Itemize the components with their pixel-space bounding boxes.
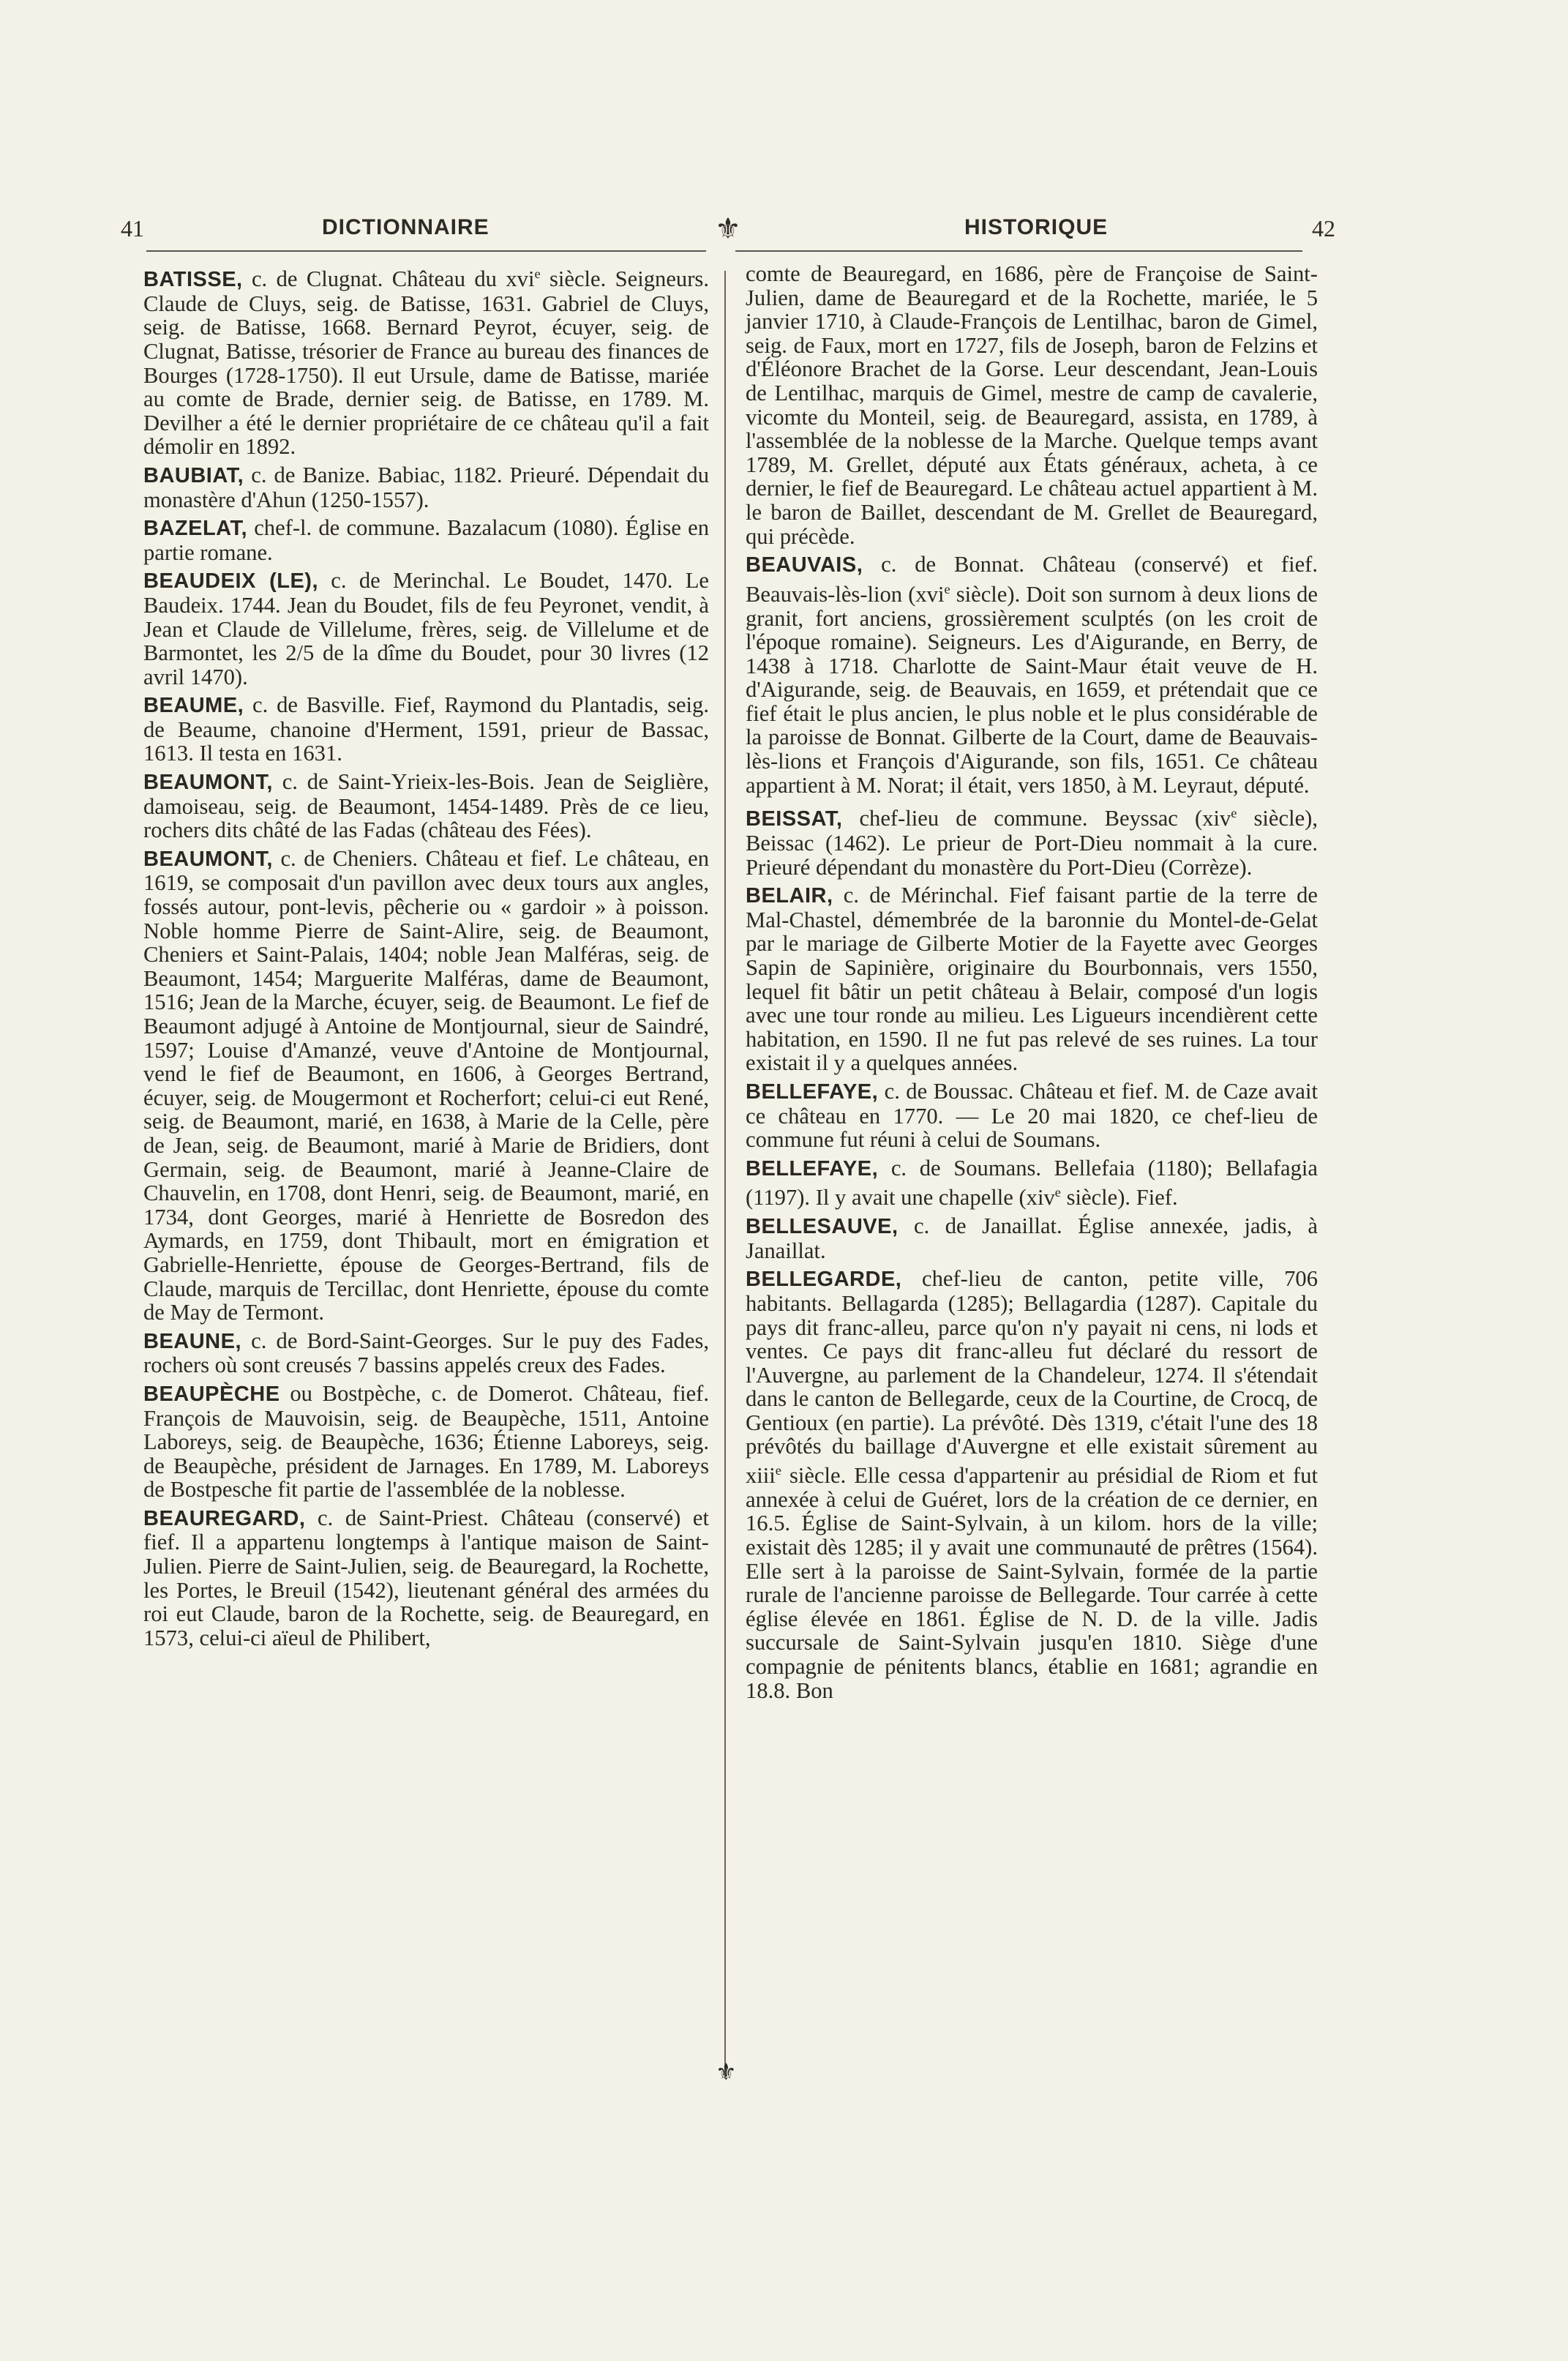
dictionary-entry xyxy=(746,883,1318,1075)
dictionary-entry xyxy=(746,1267,1318,1702)
dictionary-entry xyxy=(143,463,709,512)
dictionary-entry xyxy=(143,516,709,564)
right-column xyxy=(746,262,1318,1707)
entry-headword: BELLEGARDE, xyxy=(746,1268,902,1292)
header-rule-right xyxy=(735,250,1302,252)
dictionary-entry xyxy=(143,262,709,459)
entry-text: c. de Clugnat. Château du xvi xyxy=(242,266,535,292)
dictionary-entry xyxy=(143,1506,709,1650)
entry-text: c. de Cheniers. Château et fief. Le château, en 1619, se composait d'un pavillon avec deux tours aux angles, fossés autour, pont-levis, pêcherie ou « gardoir » à poisson. Noble homme Pierre de Saint-Alire, seig. de Beaumont, Cheniers et Saint-Palais, 1404; noble Jean Malféras, seig. de Beaumont, 1454; Marguerite Malféras, dame de Beaumont, 1516; Jean de la Marche, écuyer, seig. de Beaumont. Le fief de Beaumont adjugé à Antoine de Montjournal, sieur de Saindré, 1597; Louise d'Amanzé, veuve d'Antoine de Montjournal, vend le fief de Beaumont, en 1606, à Georges Bertrand, écuyer, seig. de Mougermont et Rocherfort; celui-ci eut René, seig. de Beaumont, marié, en 1638, à Marie de la Celle, père de Jean, seig. de Beaumont, marié à Marie de Bridiers, dont Germain, seig. de Beaumont, marié à Jeanne-Claire de Chauvelin, en 1708, dont Henri, seig. de Beaumont, marié, en 1734, dont Georges, marié à Henriette de Bosredon des Aymards, en 1759, dont Thibault, mort en émigration et Gabrielle-Henriette, épouse de Georges-Bertrand, fils de Claude, marquis de Tercillac, dont Henriette, épouse du comte de May de Termont. xyxy=(143,845,709,1325)
entry-headword: BELLEFAYE, xyxy=(746,1080,879,1104)
entry-superscript: e xyxy=(1231,806,1237,821)
entry-text: comte de Beauregard, en 1686, père de Françoise de Saint-Julien, dame de Beauregard et de la Rochette, mariée, le 5 janvier 1710, à Claude-François de Lentilhac, baron de Gimel, seig. de Faux, mort en 1727, fils de Joseph, baron de Felzins et d'Éléonore Brachet de la Gorse. Leur descendant, Jean-Louis de Lentilhac, marquis de Gimel, mestre de camp de cavalerie, vicomte du Monteil, seig. de Beauregard, assista, en 1789, à l'assemblée de la noblesse de la Marche. Quelque temps avant 1789, M. Grellet, député aux États généraux, acheta, à ce dernier, le fief de Beauregard. Le château actuel appartient à M. le baron de Baillet, descendant de M. Grellet de Beauregard, qui précède. xyxy=(746,261,1318,549)
entry-text: c. de Merinchal. Le Boudet, 1470. Le Baudeix. 1744. Jean du Boudet, fils de feu Peyronet, vendit, à Jean et Claude de Villelume, frères, seig. de Villelume et de Barmontet, les 2/5 de la dîme du Boudet, pour 30 livres (12 avril 1470). xyxy=(143,568,709,689)
entry-headword: BEAUMONT, xyxy=(143,771,273,795)
entry-text: chef-l. de commune. Bazalacum (1080). Église en partie romane. xyxy=(143,515,709,565)
entry-headword: BEAUREGARD, xyxy=(143,1506,306,1530)
dictionary-entry xyxy=(143,770,709,842)
fleur-de-lis-icon: ⚜ xyxy=(716,2059,737,2085)
left-page-number: 41 xyxy=(121,215,144,242)
header-rule-left xyxy=(146,250,706,252)
dictionary-entry xyxy=(746,553,1318,797)
entry-headword: BEISSAT, xyxy=(746,807,843,831)
entry-superscript: e xyxy=(534,266,541,281)
entry-text: c. de Janaillat. Église annexée, jadis, à Janaillat. xyxy=(746,1213,1318,1263)
entry-text: c. de Bonnat. Château (conservé) et fief. Beauvais-lès-lion (xvi xyxy=(746,552,1318,607)
entry-headword: BELLESAUVE, xyxy=(746,1215,899,1239)
dictionary-entry xyxy=(746,1080,1318,1152)
entry-text: c. de Boussac. Château et fief. M. de Caze avait ce château en 1770. — Le 20 mai 1820, ce chef-lieu de commune fut réuni à celui de Soumans. xyxy=(746,1078,1318,1153)
dictionary-entry xyxy=(143,693,709,766)
entry-text: c. de Soumans. Bellefaia (1180); Bellafagia (1197). Il y avait une chapelle (xiv xyxy=(746,1155,1318,1211)
left-column xyxy=(143,262,709,1654)
entry-headword: BELLEFAYE, xyxy=(746,1156,879,1180)
entry-superscript: e xyxy=(944,581,950,596)
entry-text: c. de Basville. Fief, Raymond du Plantadis, seig. de Beaume, chanoine d'Herment, 1591, prieur de Bassac, 1613. Il testa en 1631. xyxy=(143,692,709,766)
dictionary-entry xyxy=(143,847,709,1325)
dictionary-entry xyxy=(143,569,709,689)
dictionary-entry xyxy=(746,262,1318,548)
running-title-left: DICTIONNAIRE xyxy=(322,215,489,239)
entry-text: chef-lieu de commune. Beyssac (xiv xyxy=(842,806,1231,831)
dictionary-entry xyxy=(143,1329,709,1377)
dictionary-entry xyxy=(746,801,1318,879)
entry-text: c. de Saint-Priest. Château (conservé) et fief. Il a appartenu longtemps à l'antique maison de Saint-Julien. Pierre de Saint-Julien, seig. de Beauregard, la Rochette, les Portes, le Breuil (1542), lieutenant général des armées du roi eut Claude, baron de la Rochette, seig. de Beauregard, en 1573, celui-ci aïeul de Philibert, xyxy=(143,1505,709,1650)
entry-text-continued: siècle. Seigneurs. Claude de Cluys, seig. de Batisse, 1631. Gabriel de Cluys, seig. de Batisse, 1668. Bernard Peyrot, écuyer, seig. de Clugnat, Batisse, trésorier de France au bureau des finances de Bourges (1728-1750). Il eut Ursule, dame de Batisse, mariée au comte de Brade, dernier seig. de Batisse, en 1789. M. Devilher a été le dernier propriétaire de ce château qu'il a fait démolir en 1892. xyxy=(143,266,709,460)
dictionary-entry xyxy=(143,1382,709,1502)
entry-headword: BEAUMONT, xyxy=(143,847,273,871)
dictionary-entry xyxy=(746,1156,1318,1210)
fleur-de-lis-icon: ⚜ xyxy=(715,213,741,245)
entry-text: chef-lieu de canton, petite ville, 706 habitants. Bellagarda (1285); Bellagardia (1287). Capitale du pays dit franc-alleu, parce qu'on n'y payait ni cens, ni lods et ventes. Ce pays dit franc-alleu fut déclaré du ressort de l'Auvergne, au parlement de la Chandeleur, 1274. Il s'étendait dans le canton de Bellegarde, ceux de la Courtine, de Crocq, de Gentioux (en partie). La prévôté. Dès 1319, c'était l'une des 18 prévôtés du baillage d'Auvergne et elle existait sûrement au xiii xyxy=(746,1266,1318,1489)
right-page-number: 42 xyxy=(1312,215,1335,242)
entry-text: c. de Banize. Babiac, 1182. Prieuré. Dépendait du monastère d'Ahun (1250-1557). xyxy=(143,462,709,512)
entry-superscript: e xyxy=(775,1463,781,1478)
entry-text-continued: siècle), Beissac (1462). Le prieur de Port-Dieu nommait à la cure. Prieuré dépendant du monastère du Port-Dieu (Corrèze). xyxy=(746,806,1318,880)
entry-text: ou Bostpèche, c. de Domerot. Château, fief. François de Mauvoisin, seig. de Beaupèche, 1511, Antoine Laboreys, seig. de Beaupèche, 1636; Étienne Laboreys, seig. de Beaupèche, président de Jarnages. En 1789, M. Laboreys de Bostpesche fit partie de l'assemblée de la noblesse. xyxy=(143,1380,709,1503)
entry-text: c. de Mérinchal. Fief faisant partie de la terre de Mal-Chastel, démembrée de la baronnie du Montel-de-Gelat par le mariage de Gilberte Motier de la Fayette avec Georges Sapin de Sapinière, originaire du Bourbonnais, vers 1550, lequel fit bâtir un petit château à Belair, composé d'un logis avec une tour ronde au milieu. Les Ligueurs incendièrent cette habitation, en 1590. Il ne fut pas relevé de ses ruines. La tour existait il y a quelques années. xyxy=(746,883,1318,1076)
entry-headword: BATISSE, xyxy=(143,268,243,292)
running-title-right: HISTORIQUE xyxy=(964,215,1109,239)
entry-headword: BEAUPÈCHE xyxy=(143,1382,280,1406)
entry-headword: BELAIR, xyxy=(746,884,833,908)
entry-headword: BEAUDEIX (LE), xyxy=(143,569,318,594)
entry-text-continued: siècle). Doit son surnom à deux lions de granit, fort anciens, grossièrement sculptés (on les croit de l'époque romaine). Seigneurs. Les d'Aigurande, en Berry, de 1438 à 1718. Charlotte de Saint-Maur était veuve de H. d'Aigurande, seig. de Beauvais, en 1659, et prétendait que ce fief était le plus ancien, le plus noble et le plus considérable de la paroisse de Bonnat. Gilberte de la Court, dame de Beauvais-lès-lions et François d'Aigurande, son fils, 1651. Ce château appartient à M. Norat; il était, vers 1850, à M. Leyraut, député. xyxy=(746,581,1318,798)
entry-headword: BAUBIAT, xyxy=(143,463,244,487)
column-divider xyxy=(724,271,726,2078)
entry-headword: BEAUNE, xyxy=(143,1329,242,1353)
entry-headword: BEAUVAIS, xyxy=(746,553,863,577)
page-header xyxy=(121,212,1335,249)
entry-text-continued: siècle). Fief. xyxy=(1060,1185,1178,1211)
entry-text: c. de Bord-Saint-Georges. Sur le puy des Fades, rochers où sont creusés 7 bassins appelés creux des Fades. xyxy=(143,1328,709,1378)
entry-headword: BEAUME, xyxy=(143,694,244,718)
entry-headword: BAZELAT, xyxy=(143,517,248,541)
entry-superscript: e xyxy=(1054,1185,1061,1200)
entry-text-continued: siècle. Elle cessa d'appartenir au présidial de Riom et fut annexée à celui de Guéret, lors de la création de ce dernier, en 16.5. Église de Saint-Sylvain, à un kilom. hors de la ville; existait dès 1285; il y avait une communauté de prêtres (1564). Elle sert à la paroisse de Saint-Sylvain, formée de la partie rurale de l'ancienne paroisse de Bellegarde. Tour carrée à cette église élevée en 1861. Église de N. D. de la ville. Jadis succursale de Saint-Sylvain jusqu'en 1810. Siège d'une compagnie de pénitents blancs, établie en 1681; agrandie en 18.8. Bon xyxy=(746,1463,1318,1703)
entry-text: c. de Saint-Yrieix-les-Bois. Jean de Seiglière, damoiseau, seig. de Beaumont, 1454-1489. Près de ce lieu, rochers dits châté de las Fadas (château des Fées). xyxy=(143,769,709,843)
dictionary-entry xyxy=(746,1214,1318,1262)
